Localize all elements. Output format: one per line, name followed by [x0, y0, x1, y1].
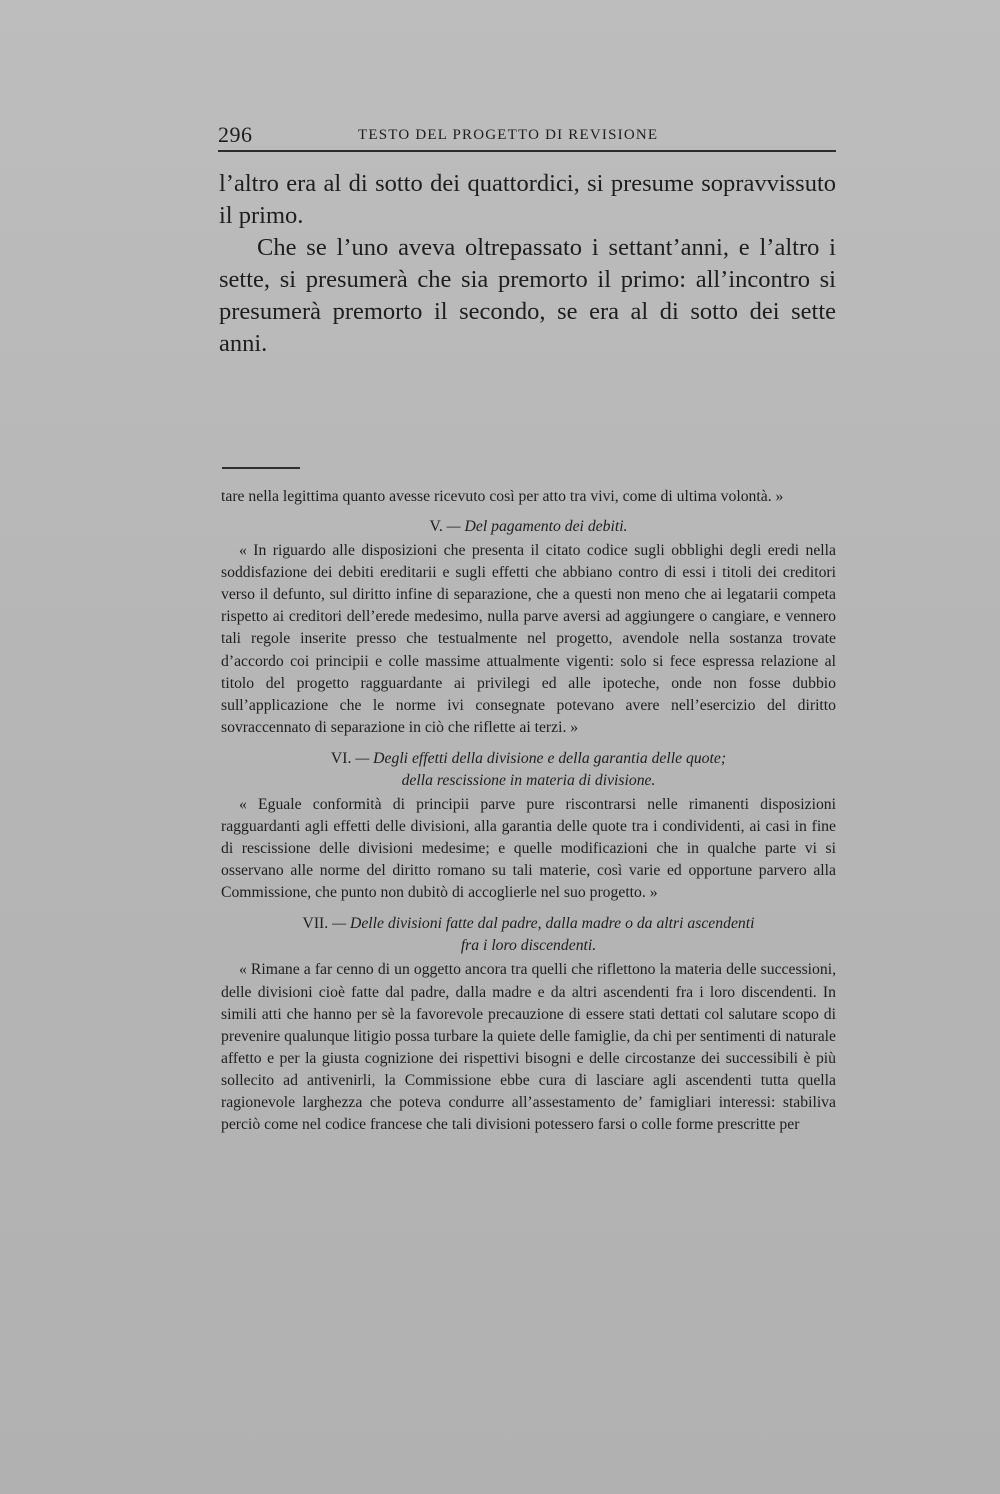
main-paragraph: Che se l’uno aveva oltrepassato i settant’anni, e l’altro i sette, si presumerà che sia premorto il primo: all’incontro si presumerà premorto il secondo, se era al di sotto dei sette anni.	[219, 234, 836, 357]
notes-block	[221, 486, 836, 1136]
section-title: — Del pagamento dei debiti.	[446, 518, 628, 536]
section-numeral: VI.	[330, 749, 352, 767]
section-title-continuation: della rescissione in materia di divisione.	[401, 771, 656, 789]
main-text	[219, 168, 836, 360]
section-heading	[221, 913, 836, 957]
section-heading	[221, 516, 836, 538]
section-title: — Delle divisioni fatte dal padre, dalla madre o da altri ascendenti	[332, 915, 755, 933]
note-lead-paragraph: tare nella legittima quanto avesse ricevuto così per atto tra vivi, come di ultima volontà. »	[221, 488, 784, 505]
main-paragraph: l’altro era al di sotto dei quattordici, si presume sopravvissuto il primo.	[219, 170, 836, 229]
section-numeral: V.	[429, 518, 443, 536]
section-numeral: VII.	[302, 915, 329, 933]
page-number: 296	[218, 122, 253, 147]
section-body: « Eguale conformità di principii parve pure riscontrarsi nelle rimanenti disposizioni ragguardanti agli effetti delle divisioni, alla garantia delle quote tra i condividenti, ai casi in fine di rescissione delle divisioni medesime; e quelle modificazioni che in qualche parte vi si osservano alle norme del diritto romano su tali materie, così varie ed opportune parvero alla Commissione, che punto non dubitò di accoglierle nel suo progetto. »	[221, 795, 836, 902]
footnote-separator	[222, 467, 300, 469]
section-body: « In riguardo alle disposizioni che presenta il citato codice sugli obblighi degli eredi nella soddisfazione dei debiti ereditarii e sugli effetti che abbiano contro di essi i titoli dei creditori verso il defunto, sul diritto infine di separazione, che a questi non meno che ai legatarii competa rispetto ai creditori dell’erede medesimo, nulla parve aversi ad aggiungere o cangiare, e vennero tali regole inserite presso che testualmente nel progetto, avendole nella sostanza trovate d’accordo coi principii e colle massime attualmente vigenti: solo si fece espressa relazione al titolo del progetto ragguardante ai privilegi ed alle ipoteche, onde non fosse dubbio sull’applicazione che le norme ivi consegnate potevano avere nell’esercizio del diritto sovraccennato di separazione in ciò che riflette ai terzi. »	[221, 542, 836, 736]
section-title: — Degli effetti della divisione e della garantia delle quote;	[355, 749, 727, 767]
running-title: TESTO DEL PROGETTO DI REVISIONE	[358, 127, 659, 143]
header-rule	[218, 150, 836, 152]
section-heading	[221, 748, 836, 792]
page-header	[218, 122, 836, 156]
section-body: « Rimane a far cenno di un oggetto ancora tra quelli che riflettono la materia delle successioni, delle divisioni cioè fatte dal padre, dalla madre e da altri ascendenti fra i loro discendenti. In simili atti che hanno per sè la favorevole precauzione di essere stati dettati col salutare scopo di prevenire qualunque litigio possa turbare la quiete delle famiglie, da chi per sentimenti di naturale affetto e per la giusta cognizione dei rispettivi bisogni e delle circostanze dei successibili è più sollecito ad antivenirli, la Commissione ebbe cura di lasciare agli ascendenti tutta quella ragionevole larghezza che poteva condurre all’assestamento de’ famigliari interessi: stabiliva perciò come nel codice francese che tali divisioni potessero farsi o colle forme prescritte per	[221, 961, 836, 1134]
section-title-continuation: fra i loro discendenti.	[460, 937, 597, 955]
